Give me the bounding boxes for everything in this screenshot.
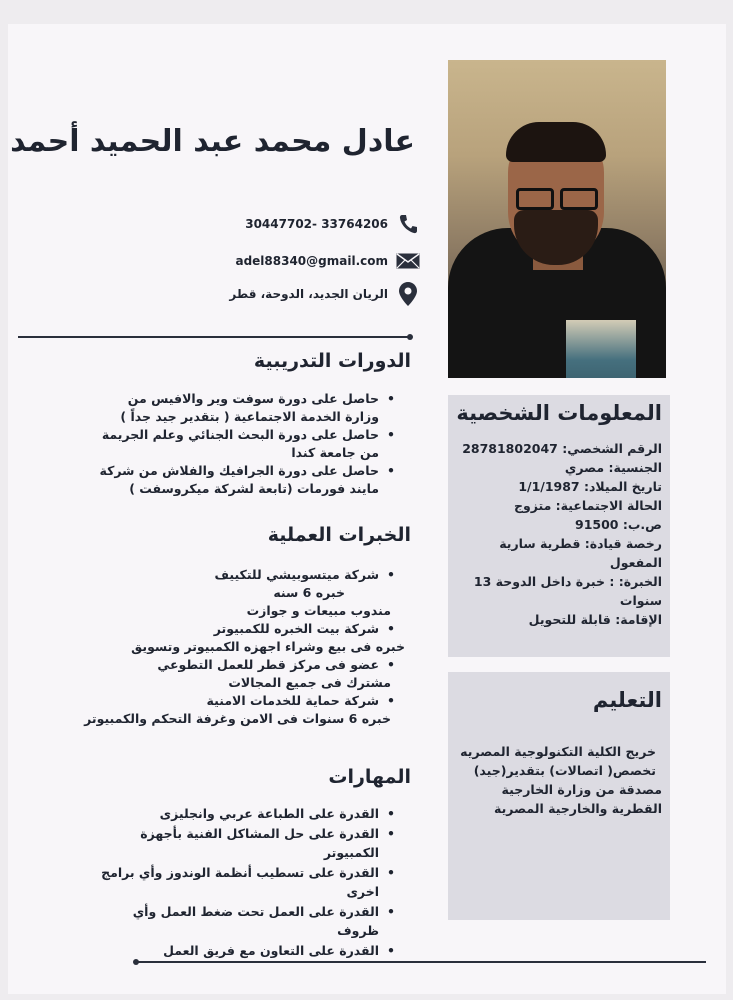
list-item: • حاصل على دورة البحث الجنائي وعلم الجريمة من جامعة كندا [95, 426, 395, 462]
courses-heading: الدورات التدريبية [253, 350, 411, 372]
info-experience: الخبرة: : خبرة داخل الدوحة 13 سنوات [473, 574, 662, 608]
education-text [452, 742, 662, 818]
list-item: خبره 6 سنه [273, 585, 345, 600]
experience-list [84, 566, 405, 728]
list-item: مندوب مبيعات و جوازت [246, 603, 391, 618]
info-id: الرقم الشخصي: 28781802047 [462, 441, 662, 456]
address-text: الريان الجديد، الدوحة، قطر [229, 287, 388, 301]
list-item: • القدرة على حل المشاكل الفنية بأجهزة الكمبيوتر [95, 824, 395, 863]
location-pin-icon [396, 283, 420, 305]
list-item: • شركة بيت الخبره للكمبيوتر [95, 620, 395, 638]
email-address: adel88340@gmail.com [235, 254, 388, 268]
info-po-box: ص.ب: 91500 [575, 517, 662, 532]
phone-number: 30447702- 33764206 [245, 217, 388, 231]
experience-heading: الخبرات العملية [267, 524, 411, 546]
education-heading: التعليم [592, 688, 662, 712]
list-item: مشترك فى جميع المجالات [228, 675, 391, 690]
info-marital-status: الحالة الاجتماعية: متزوج [513, 498, 662, 513]
list-item: • القدرة على الطباعة عربي وانجليزى [95, 804, 395, 824]
education-panel [448, 672, 670, 920]
education-degree: خريج الكلية التكنولوجية المصريه تخصص( اتصالات) بتقدير(جيد) [460, 744, 656, 778]
education-certification: مصدقة من وزارة الخارجية القطرية والخارجية المصرية [494, 782, 662, 816]
list-item: • القدرة على العمل تحت ضغط العمل وأي ظروف [95, 902, 395, 941]
list-item: • شركة حماية للخدمات الامنية [95, 692, 395, 710]
list-item: • حاصل على دورة سوفت وير والافيس من وزارة الخدمة الاجتماعية ( بتقدير جيد جداً ) [95, 390, 395, 426]
person-name: عادل محمد عبد الحميد أحمد [10, 124, 415, 159]
personal-info-heading: المعلومات الشخصية [456, 401, 662, 425]
list-item: • شركة ميتسوبيشي للتكييف [95, 566, 395, 584]
contact-address [229, 283, 388, 305]
personal-info-list [452, 439, 662, 629]
contact-email [235, 250, 388, 272]
info-birthdate: تاريخ الميلاد: 1/1/1987 [518, 479, 662, 494]
divider-bottom [136, 961, 706, 963]
info-residency: الإقامة: قابلة للتحويل [528, 612, 662, 627]
skills-list [95, 804, 395, 960]
list-item: • القدرة على تسطيب أنظمة الوندوز وأي برامج اخرى [95, 863, 395, 902]
list-item: • القدرة على التعاون مع فريق العمل [95, 941, 395, 961]
divider-top [18, 336, 410, 338]
info-nationality: الجنسية: مصري [564, 460, 662, 475]
skills-heading: المهارات [328, 766, 411, 788]
contact-phone [245, 213, 388, 235]
list-item: • حاصل على دورة الجرافيك والفلاش من شركة مايند فورمات (تابعة لشركة ميكروسفت ) [95, 462, 395, 498]
personal-info-panel [448, 395, 670, 657]
info-license: رخصة قيادة: قطرية سارية المفعول [499, 536, 662, 570]
list-item: خبره فى بيع وشراء اجهزه الكمبيوتر وتسويق [131, 639, 405, 654]
profile-photo [448, 60, 666, 378]
courses-list [95, 390, 395, 498]
mail-icon [396, 250, 420, 272]
list-item: خبره 6 سنوات فى الامن وغرفة التحكم والكمبيوتر [84, 711, 391, 726]
list-item: • عضو فى مركز قطر للعمل التطوعي [95, 656, 395, 674]
phone-icon [396, 213, 420, 235]
